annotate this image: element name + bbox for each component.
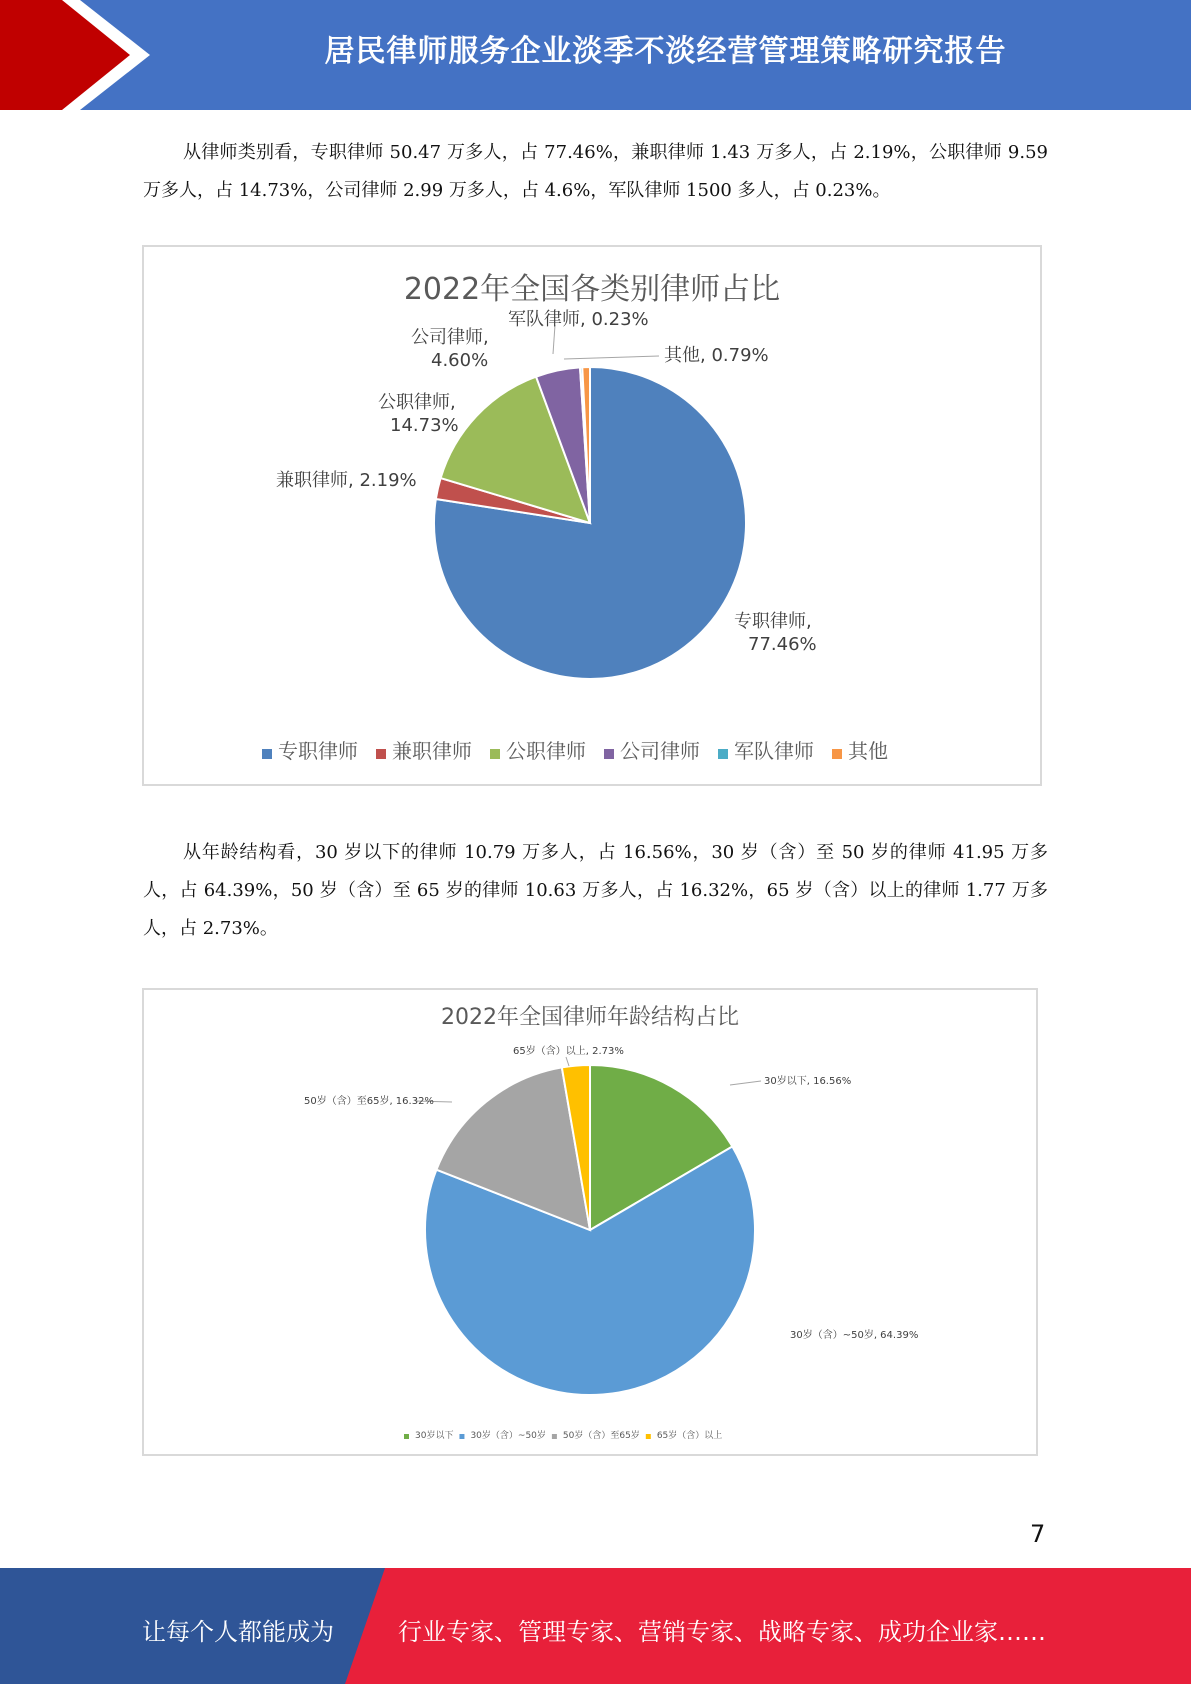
- legend-swatch-0: [404, 1434, 409, 1439]
- paragraph-lawyer-category: 从律师类别看，专职律师 50.47 万多人，占 77.46%，兼职律师 1.43 万多人，占 2.19%，公职律师 9.59 万多人，占 14.73%，公司律师 2.99 万多人，占 4.6%，军队律师 1500 多人，占 0.23%。: [143, 142, 1048, 201]
- footer-slogan-left: 让每个人都能成为: [142, 1618, 334, 1646]
- leader-line-3: [566, 1057, 569, 1066]
- data-label-1: 30岁（含）~50岁, 64.39%: [790, 1330, 919, 1341]
- legend-swatch-5: [832, 749, 842, 759]
- legend-swatch-3: [646, 1434, 651, 1439]
- leader-line-5: [564, 356, 659, 359]
- legend-label-3: 公司律师: [620, 739, 700, 763]
- legend-label-0: 30岁以下: [415, 1431, 454, 1441]
- chart-title: 2022年全国各类别律师占比: [403, 272, 781, 307]
- legend-swatch-2: [490, 749, 500, 759]
- legend-swatch-3: [604, 749, 614, 759]
- chart-lawyer-age: [142, 988, 1038, 1456]
- legend-label-4: 军队律师: [734, 739, 814, 763]
- leader-line-0: [730, 1081, 761, 1085]
- data-label-3: 65岁（含）以上, 2.73%: [513, 1046, 624, 1057]
- legend-swatch-4: [718, 749, 728, 759]
- legend-label-2: 50岁（含）至65岁: [562, 1431, 640, 1441]
- legend-label-5: 其他: [848, 739, 888, 763]
- legend-swatch-1: [376, 749, 386, 759]
- legend-swatch-1: [459, 1434, 464, 1439]
- chart-lawyer-category: [142, 245, 1042, 786]
- footer-slogan-right: 行业专家、管理专家、营销专家、战略专家、成功企业家……: [398, 1618, 1046, 1646]
- data-label-3: 公司律师, 4.60%: [411, 327, 489, 371]
- data-label-0: 专职律师, 77.46%: [734, 611, 817, 655]
- data-label-0: 30岁以下, 16.56%: [764, 1076, 852, 1087]
- paragraph-lawyer-age: 从年龄结构看，30 岁以下的律师 10.79 万多人，占 16.56%，30 岁（含）至 50 岁的律师 41.95 万多人，占 64.39%，50 岁（含）至 65 岁的律师 10.63 万多人，占 16.32%，65 岁（含）以上的律师 1.77 万多人，占 2.73%。: [143, 842, 1048, 939]
- legend-label-1: 30岁（含）~50岁: [470, 1431, 546, 1441]
- data-label-4: 军队律师, 0.23%: [508, 309, 649, 330]
- data-label-2: 50岁（含）至65岁, 16.32%: [304, 1096, 434, 1107]
- page-number: 7: [1030, 1520, 1046, 1548]
- legend-label-2: 公职律师: [506, 739, 586, 763]
- chart-lawyer-age-svg: [144, 990, 1036, 1454]
- page-footer: [0, 1568, 1191, 1684]
- page-header: [0, 0, 1191, 110]
- report-title: 居民律师服务企业淡季不淡经营管理策略研究报告: [324, 34, 1007, 69]
- legend-swatch-0: [262, 749, 272, 759]
- data-label-2: 公职律师, 14.73%: [378, 392, 459, 436]
- legend-label-0: 专职律师: [278, 739, 358, 763]
- legend-label-1: 兼职律师: [392, 739, 472, 763]
- data-label-5: 其他, 0.79%: [664, 345, 769, 366]
- legend-swatch-2: [552, 1434, 557, 1439]
- chart-title: 2022年全国律师年龄结构占比: [441, 1005, 739, 1030]
- data-label-1: 兼职律师, 2.19%: [276, 470, 417, 491]
- legend-label-3: 65岁（含）以上: [656, 1431, 723, 1441]
- header-chevron-icon: [0, 0, 150, 110]
- chart-lawyer-category-svg: [144, 247, 1040, 784]
